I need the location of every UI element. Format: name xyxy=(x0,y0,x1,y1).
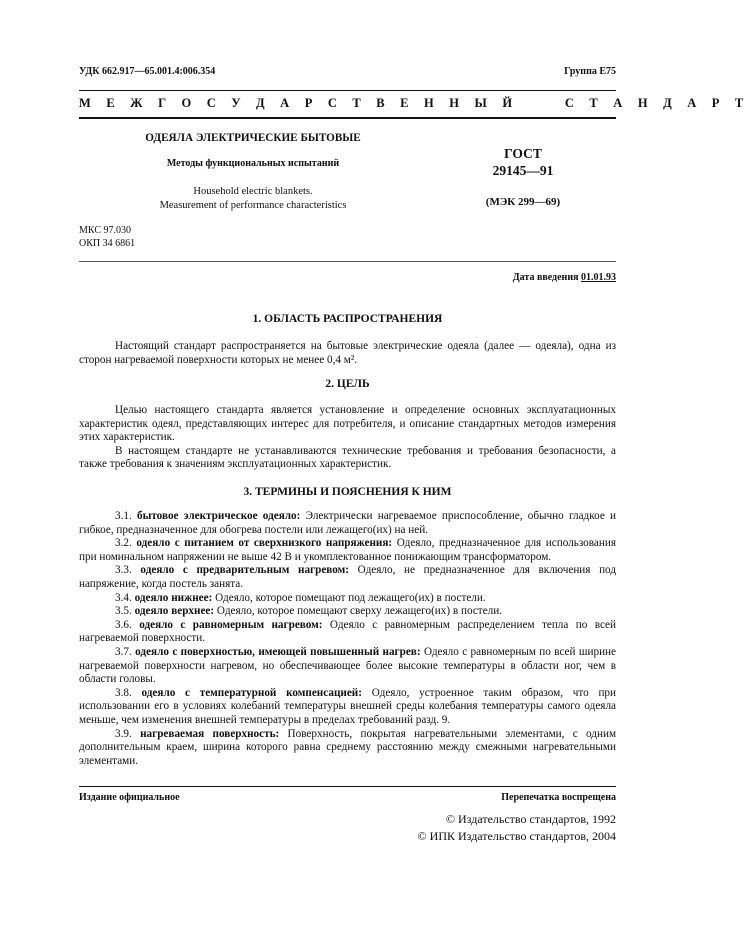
term-item xyxy=(79,537,616,564)
english-title-line-2: Measurement of performance characteristics xyxy=(159,200,347,211)
term-item xyxy=(79,564,616,591)
term-item xyxy=(79,619,616,646)
english-title-line-1: Household electric blankets. xyxy=(193,186,313,197)
term-definition: Одеяло, не предназначенное для включения под напряжение, когда постель занята. xyxy=(79,564,617,590)
term-number: 3.1. xyxy=(115,510,132,522)
term-number: 3.9. xyxy=(115,727,132,740)
iec-reference: (МЭК 299—69) xyxy=(485,196,561,208)
term-item xyxy=(79,687,616,728)
term-name: одеяло с температурной компенсацией: xyxy=(141,686,362,699)
term-name: одеяло с предварительным нагревом: xyxy=(140,564,350,577)
term-number: 3.6. xyxy=(115,618,132,631)
copyright-2004: © ИПК Издательство стандартов, 2004 xyxy=(417,829,616,843)
term-definition: Поверхность, покрытая нагревательными элементами, с одним дополнительным краем, ширина которого равна среднему расстоянию между смежными нагревательными элементами. xyxy=(79,727,617,767)
term-number: 3.2. xyxy=(115,537,132,550)
term-item xyxy=(79,510,616,537)
term-number: 3.5. xyxy=(115,605,132,618)
top-rule xyxy=(79,90,616,91)
term-name: нагреваемая поверхность: xyxy=(140,727,280,740)
term-item xyxy=(79,728,616,769)
udk-code: УДК 662.917—65.001.4:006.354 xyxy=(79,66,216,77)
term-name: одеяло нижнее: xyxy=(134,591,213,604)
term-definition: Одеяло с равномерным по всей ширине нагреваемой поверхности нагревом, но обеспечивающее более высокие температуры в области ног, чем в области головы. xyxy=(79,645,617,686)
mks-code: МКС 97.030 xyxy=(79,225,131,236)
footer-rule xyxy=(79,786,616,787)
introduction-date-value: 01.01.93 xyxy=(581,272,616,283)
section-2-paragraph-2: В настоящем стандарте не устанавливаются технические требования и требования безопасности, а также требования к значениям эксплуатационных характеристик. xyxy=(79,444,616,471)
term-name: одеяло с питанием от сверхнизкого напряжения: xyxy=(136,537,393,550)
term-definition: Электрически нагреваемое приспособление, обычно гладкое и гибкое, предназначенное для обогрева постели или лежащего(их) на ней. xyxy=(79,510,617,536)
term-item xyxy=(79,592,616,606)
document-title: ОДЕЯЛА ЭЛЕКТРИЧЕСКИЕ БЫТОВЫЕ xyxy=(145,132,361,144)
section-2-title: 2. ЦЕЛЬ xyxy=(325,378,370,390)
terms-list xyxy=(79,510,616,768)
term-definition: Одеяло, которое помещают под лежащего(их) в постели. xyxy=(215,591,486,604)
reprint-prohibited: Перепечатка воспрещена xyxy=(501,792,616,803)
section-1-body xyxy=(79,340,616,367)
term-item xyxy=(79,646,616,687)
group-code: Группа Е75 xyxy=(564,66,616,77)
term-name: одеяло верхнее: xyxy=(134,605,215,618)
copyright-1992: © Издательство стандартов, 1992 xyxy=(445,812,616,826)
document-subtitle: Методы функциональных испытаний xyxy=(166,158,340,169)
section-1-title: 1. ОБЛАСТЬ РАСПРОСТРАНЕНИЯ xyxy=(252,313,443,325)
title-rule xyxy=(79,261,616,262)
introduction-date-label: Дата введения xyxy=(512,272,579,283)
term-number: 3.3. xyxy=(115,564,132,577)
gost-label: ГОСТ xyxy=(504,146,542,161)
term-number: 3.4. xyxy=(115,591,132,604)
term-name: бытовое электрическое одеяло: xyxy=(137,510,301,522)
term-definition: Одеяло с равномерным распределением тепла по всей нагреваемой поверхности. xyxy=(79,618,617,645)
section-3-title: 3. ТЕРМИНЫ И ПОЯСНЕНИЯ К НИМ xyxy=(243,486,452,498)
introduction-date xyxy=(513,272,616,283)
gost-number: 29145—91 xyxy=(492,163,554,178)
term-name: одеяло с равномерным нагревом: xyxy=(139,618,323,631)
official-edition: Издание официальное xyxy=(79,792,180,803)
interstate-standard-banner: М Е Ж Г О С У Д А Р С Т В Е Н Н Ы Й С Т А Н Д А Р Т xyxy=(79,96,749,110)
section-1-paragraph: Настоящий стандарт распространяется на бытовые электрические одеяла (далее — одеяла), одна из сторон нагреваемой поверхности которых не менее 0,4 м². xyxy=(79,340,616,366)
banner-rule xyxy=(79,117,616,119)
section-2-body xyxy=(79,404,616,472)
term-name: одеяло с поверхностью, имеющей повышенный нагрев: xyxy=(135,645,421,658)
term-definition: Одеяло, предназначенное для использования при номинальном напряжении не выше 42 В и укомплектованное понижающим трансформатором. xyxy=(79,537,616,563)
term-number: 3.8. xyxy=(115,686,132,699)
okp-code: ОКП 34 6861 xyxy=(79,238,136,249)
section-2-paragraph-1: Целью настоящего стандарта является установление и определение основных эксплуатационных характеристик одеял, представляющих интерес для потребителя, и описание стандартных методов измерения этих характеристик. xyxy=(79,404,616,444)
term-number: 3.7. xyxy=(115,645,132,658)
term-item xyxy=(79,605,616,619)
term-definition: Одеяло, устроенное таким образом, что при использовании его в условиях колебаний температуры внешней среды колебания температуры самого одеяла меньше, чем изменения внешней температуры в пределах требований разд. 9. xyxy=(79,686,617,726)
term-definition: Одеяло, которое помещают сверху лежащего(их) в постели. xyxy=(216,605,503,618)
